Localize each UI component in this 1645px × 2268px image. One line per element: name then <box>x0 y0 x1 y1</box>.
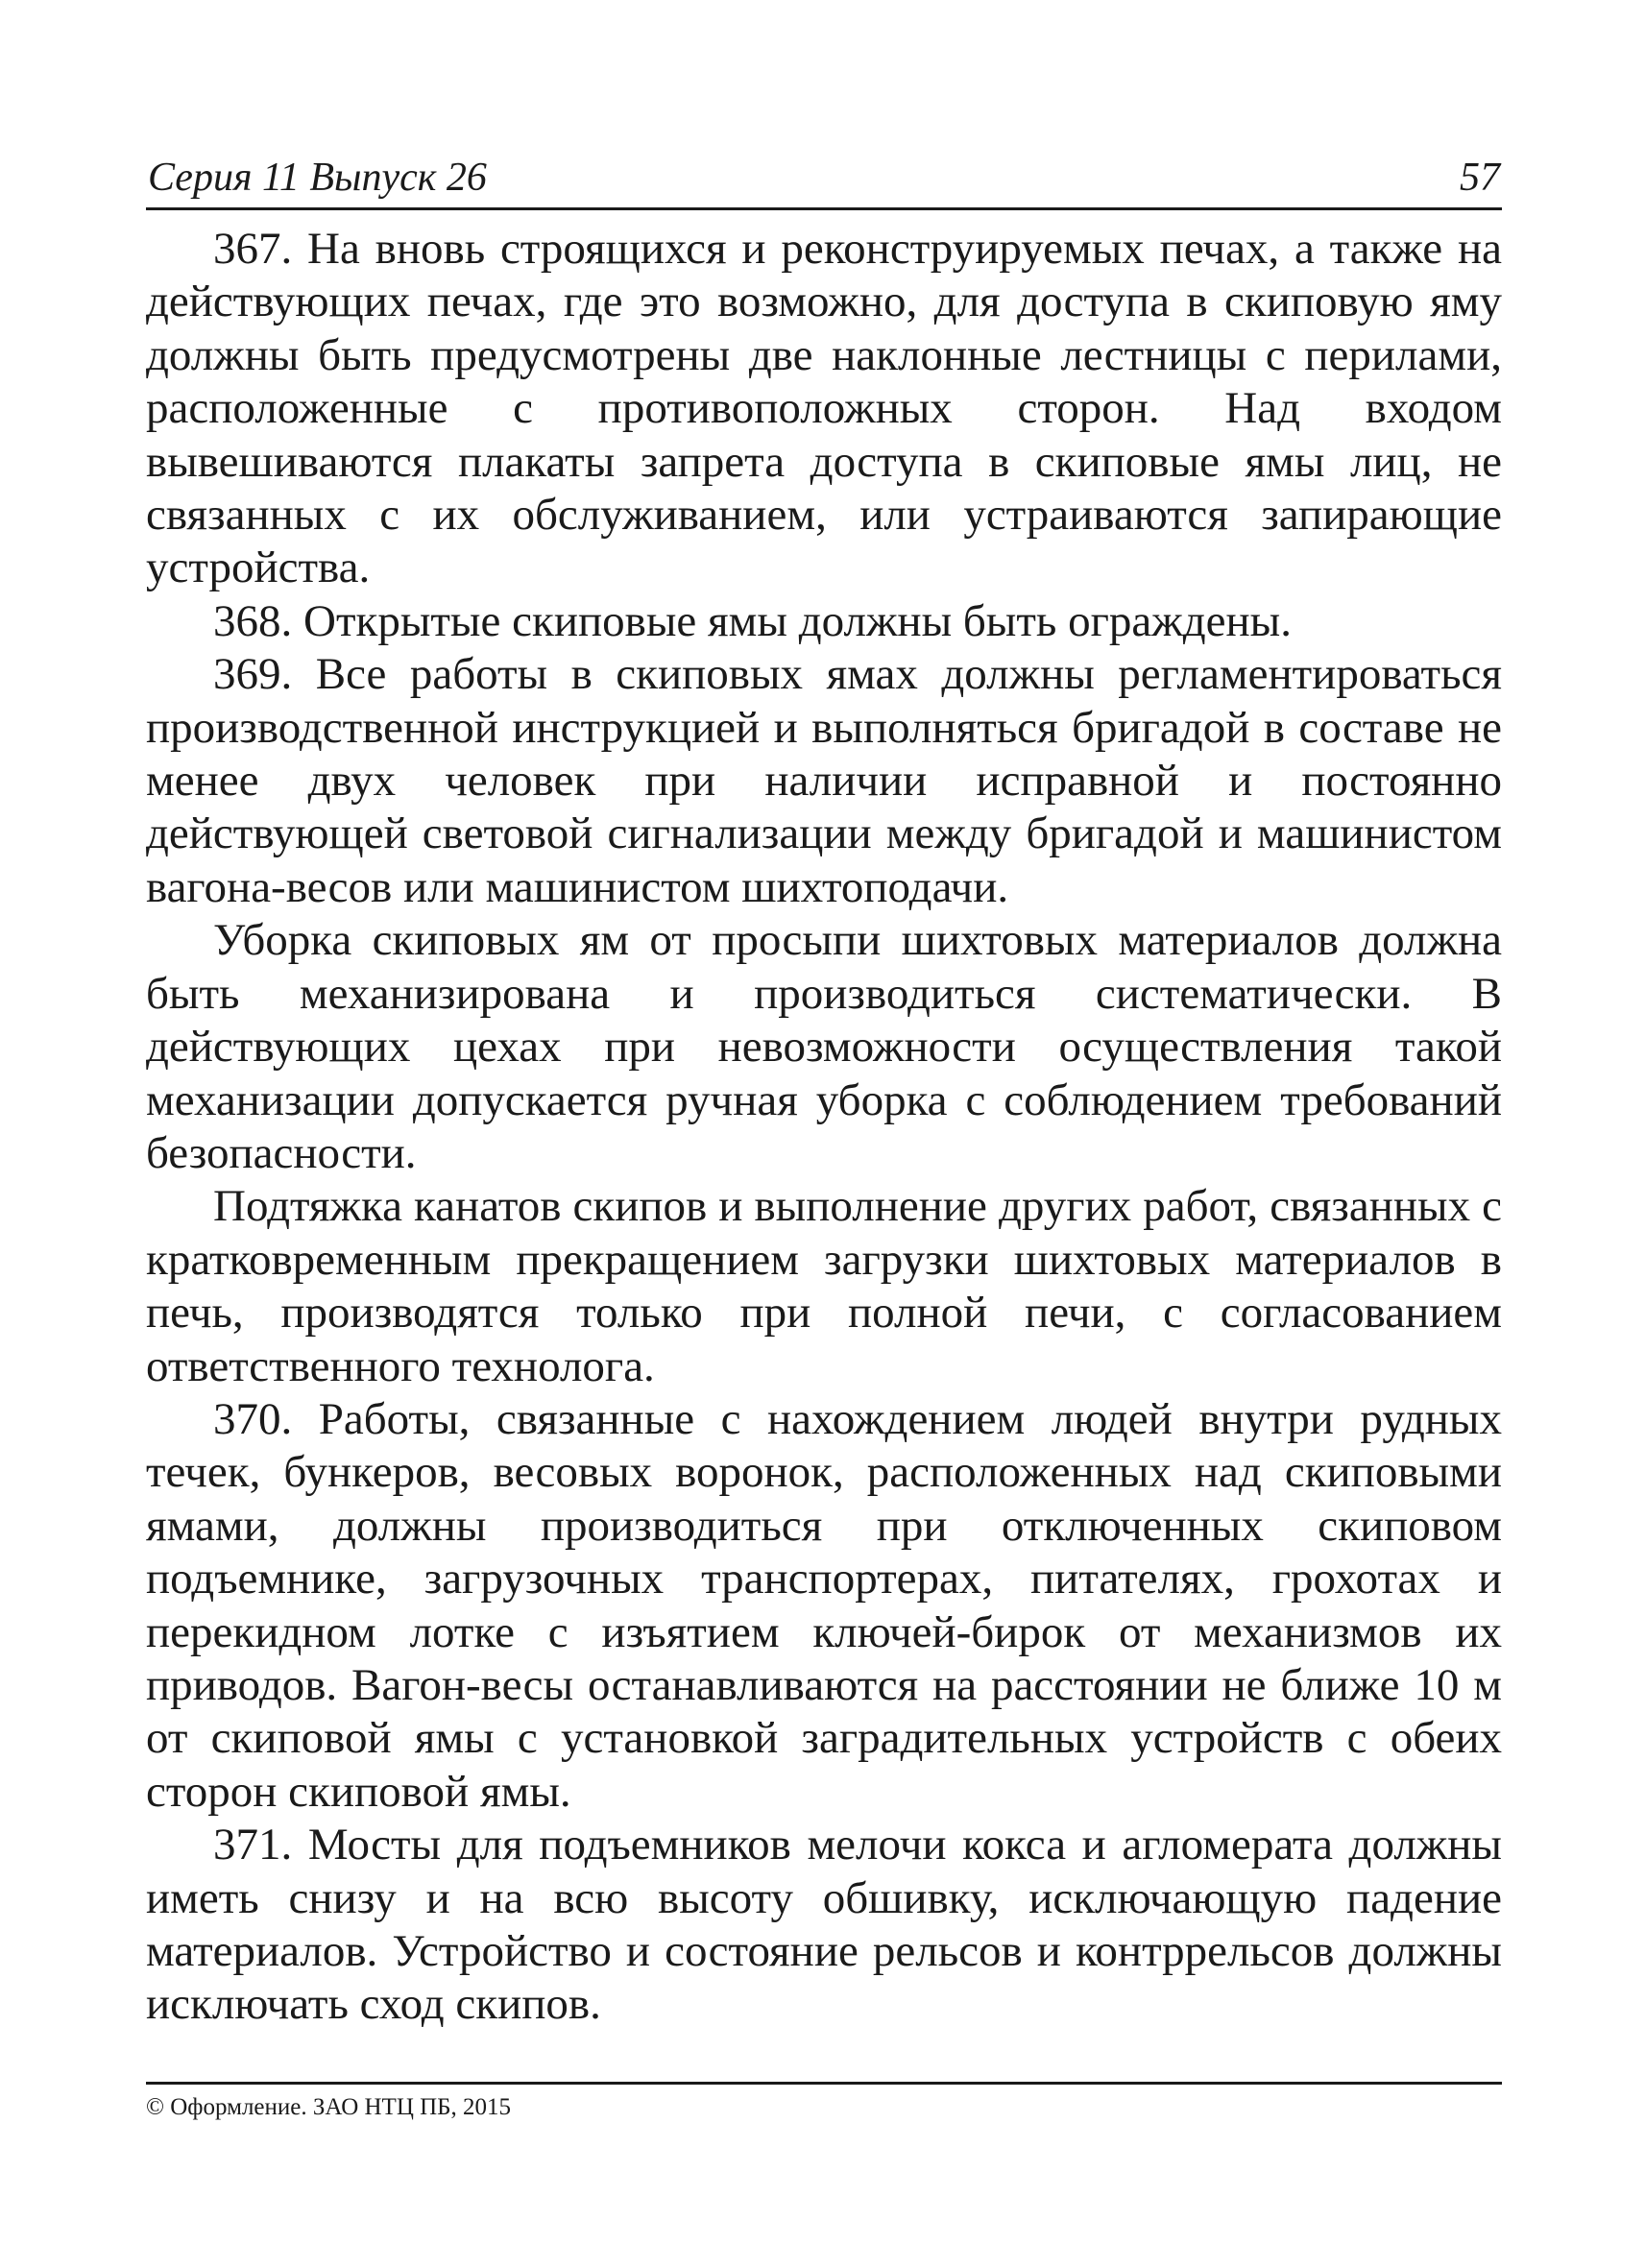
paragraph-369: 369. Все работы в скиповых ямах должны регламентироваться производственной инструкцией и выполняться бригадой в составе не менее двух человек при наличии исправной и постоянно действующей световой сигнализации между бригадой и машинистом вагона-весов или машинистом шихтоподачи. <box>146 649 1502 912</box>
series-title: Серия 11 Выпуск 26 <box>148 156 487 200</box>
body-text <box>146 223 1502 2032</box>
paragraph-369-ropes: Подтяжка канатов скипов и выполнение других работ, связанных с кратковременным прекращением загрузки шихтовых материалов в печь, производятся только при полной печи, с согласованием ответственного технолога. <box>146 1181 1502 1391</box>
paragraph-368: 368. Открытые скиповые ямы должны быть ограждены. <box>213 595 1292 646</box>
copyright-note: © Оформление. ЗАО НТЦ ПБ, 2015 <box>146 2094 512 2120</box>
paragraph-367: 367. На вновь строящихся и реконструируемых печах, а также на действующих печах, где это возможно, для доступа в скиповую яму должны быть предусмотрены две наклонные лестницы с перилами, расположенные с противоположных сторон. Над входом вывешиваются плакаты запрета доступа в скиповые ямы лиц, не связанных с их обслуживанием, или устраиваются запирающие устройства. <box>146 224 1502 593</box>
running-header <box>146 154 1502 210</box>
paragraph-369-cleaning: Уборка скиповых ям от просыпи шихтовых материалов должна быть механизирована и производиться систематически. В действующих цехах при невозможности осуществления такой механизации допускается ручная уборка с соблюдением требований безопасности. <box>146 915 1502 1178</box>
paragraph-371: 371. Мосты для подъемников мелочи кокса и агломерата должны иметь снизу и на всю высоту обшивку, исключающую падение материалов. Устройство и состояние рельсов и контррельсов должны исключать сход скипов. <box>146 1820 1502 2030</box>
paragraph-370: 370. Работы, связанные с нахождением людей внутри рудных течек, бункеров, весовых воронок, расположенных над скиповыми ямами, должны производиться при отключенных скиповом подъемнике, загрузочных транспортерах, питателях, грохотах и перекидном лотке с изъятием ключей-бирок от механизмов их приводов. Вагон-весы останавливаются на расстоянии не ближе 10 м от скиповой ямы с установкой заградительных устройств с обеих сторон скиповой ямы. <box>146 1393 1502 1817</box>
footer-divider <box>146 2082 1502 2085</box>
page-number: 57 <box>1460 156 1500 200</box>
